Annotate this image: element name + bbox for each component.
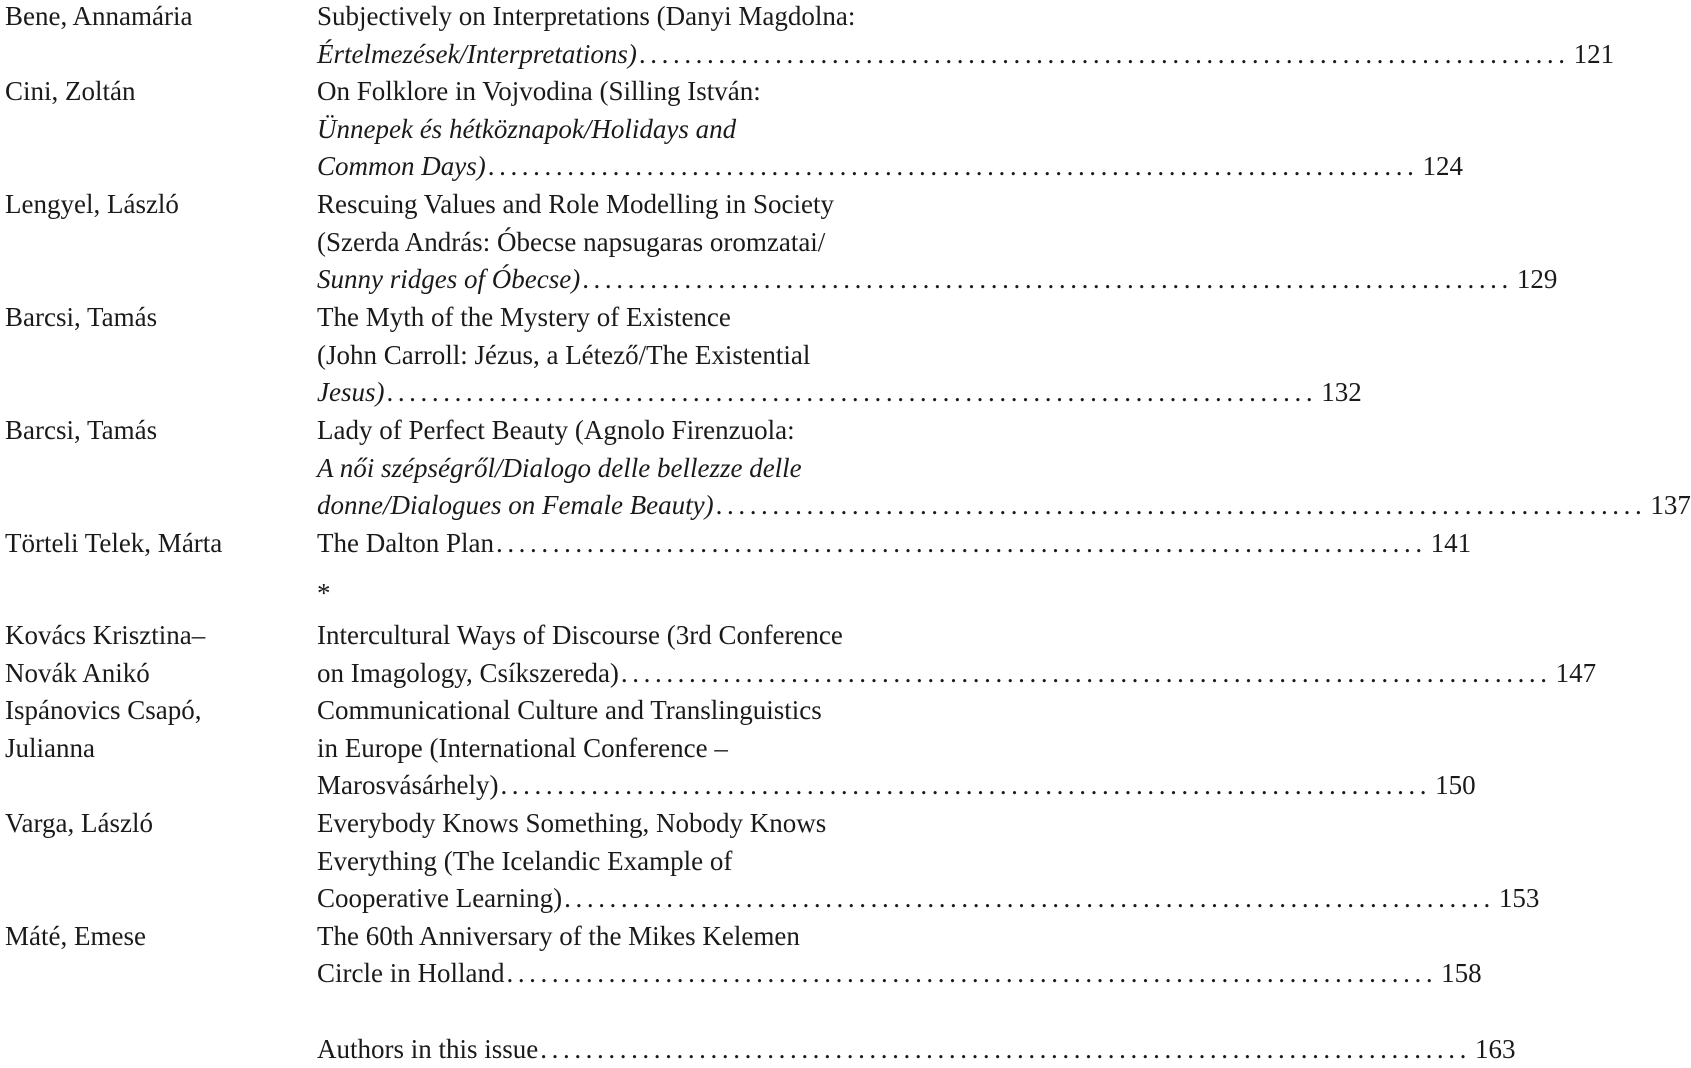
dot-leader: ..................................................................................: [500, 770, 1432, 800]
dot-leader: ..................................................................................: [540, 1034, 1471, 1064]
entry-title-text: donne/Dialogues on Female Beauty): [317, 490, 714, 520]
dot-leader: ..................................................................................: [564, 883, 1495, 913]
entry-page-number: 124: [1422, 151, 1463, 181]
entry-author: Lengyel, László: [5, 189, 179, 219]
entry-title-text: Marosvásárhely): [317, 770, 499, 800]
entry-title-text: Common Days): [317, 151, 486, 181]
entry-page-number: 132: [1321, 377, 1362, 407]
entry-title-text: Jesus): [317, 377, 385, 407]
entry-title-last-line: [317, 654, 1597, 692]
entry-author: Törteli Telek, Márta: [5, 528, 223, 558]
dot-leader: ..................................................................................: [386, 377, 1318, 407]
entry-author: Julianna: [5, 733, 95, 763]
entry-page-number: 158: [1441, 958, 1482, 988]
dot-leader: ..................................................................................: [495, 528, 1427, 558]
entry-author: Barcsi, Tamás: [5, 415, 158, 445]
entry-title-last-line: [317, 373, 1362, 411]
entry-author: Kovács Krisztina–: [5, 620, 206, 650]
entry-title-text: Értelmezések/Interpretations): [317, 39, 637, 69]
entry-title-last-line: [317, 954, 1482, 992]
authors-index-page: 163: [1474, 1034, 1516, 1064]
entry-title-line: Everybody Knows Something, Nobody Knows: [317, 808, 827, 838]
entry-title-line: Lady of Perfect Beauty (Agnolo Firenzuola:: [317, 415, 795, 445]
entry-page-number: 150: [1435, 770, 1476, 800]
dot-leader: ..................................................................................: [620, 658, 1552, 688]
entry-title-text: Cooperative Learning): [317, 883, 563, 913]
entry-page-number: 137: [1650, 490, 1691, 520]
dot-leader: ..................................................................................: [487, 151, 1419, 181]
entry-title-last-line: [317, 260, 1558, 298]
entry-title-line: The Myth of the Mystery of Existence: [317, 302, 731, 332]
entry-author: Cini, Zoltán: [5, 76, 136, 106]
entry-page-number: 129: [1516, 264, 1558, 294]
entry-title-line: On Folklore in Vojvodina (Silling István:: [317, 76, 761, 106]
entry-title-text: on Imagology, Csíkszereda): [317, 658, 619, 688]
entry-author: Barcsi, Tamás: [5, 302, 158, 332]
entry-title-last-line: [317, 879, 1540, 917]
entry-title-last-line: [317, 35, 1615, 73]
entry-author: Novák Anikó: [5, 658, 150, 688]
entry-title-line: Subjectively on Interpretations (Danyi Magdolna:: [317, 1, 856, 31]
entry-title-last-line: [317, 486, 1691, 524]
dot-leader: ..................................................................................: [582, 264, 1513, 294]
entry-author: Varga, László: [5, 808, 153, 838]
entry-title-line: Communicational Culture and Translinguistics: [317, 695, 822, 725]
entry-title-line: A női szépségről/Dialogo delle bellezze delle: [317, 453, 802, 483]
entry-page-number: 121: [1573, 39, 1615, 69]
entry-page-number: 153: [1498, 883, 1540, 913]
entry-title-text: Circle in Holland: [317, 958, 505, 988]
entry-title-last-line: [317, 147, 1463, 185]
entry-title-line: Everything (The Icelandic Example of: [317, 846, 733, 876]
entry-title-line: Ünnepek és hétköznapok/Holidays and: [317, 114, 737, 144]
authors-index-line: [317, 1030, 1516, 1068]
entry-title-line: (Szerda András: Óbecse napsugaras oromzatai/: [317, 227, 826, 257]
entry-author: Ispánovics Csapó,: [5, 695, 202, 725]
entry-page-number: 141: [1430, 528, 1472, 558]
entry-author: Bene, Annamária: [5, 1, 193, 31]
dot-leader: ..................................................................................: [506, 958, 1438, 988]
entry-title-last-line: [317, 524, 1472, 562]
entry-page-number: 147: [1555, 658, 1597, 688]
entry-title-text: Sunny ridges of Óbecse): [317, 264, 581, 294]
entry-title-text: The Dalton Plan: [317, 528, 494, 558]
authors-index-label: Authors in this issue: [317, 1034, 539, 1064]
entry-title-line: Rescuing Values and Role Modelling in Society: [317, 189, 834, 219]
dot-leader: ..................................................................................: [638, 39, 1570, 69]
dot-leader: ..................................................................................: [715, 490, 1647, 520]
entry-title-line: The 60th Anniversary of the Mikes Kelemen: [317, 921, 800, 951]
entry-title-line: Intercultural Ways of Discourse (3rd Conference: [317, 620, 843, 650]
section-separator: *: [317, 578, 331, 608]
entry-author: Máté, Emese: [5, 921, 146, 951]
entry-title-line: in Europe (International Conference –: [317, 733, 728, 763]
entry-title-line: (John Carroll: Jézus, a Létező/The Existential: [317, 340, 811, 370]
entry-title-last-line: [317, 766, 1476, 804]
